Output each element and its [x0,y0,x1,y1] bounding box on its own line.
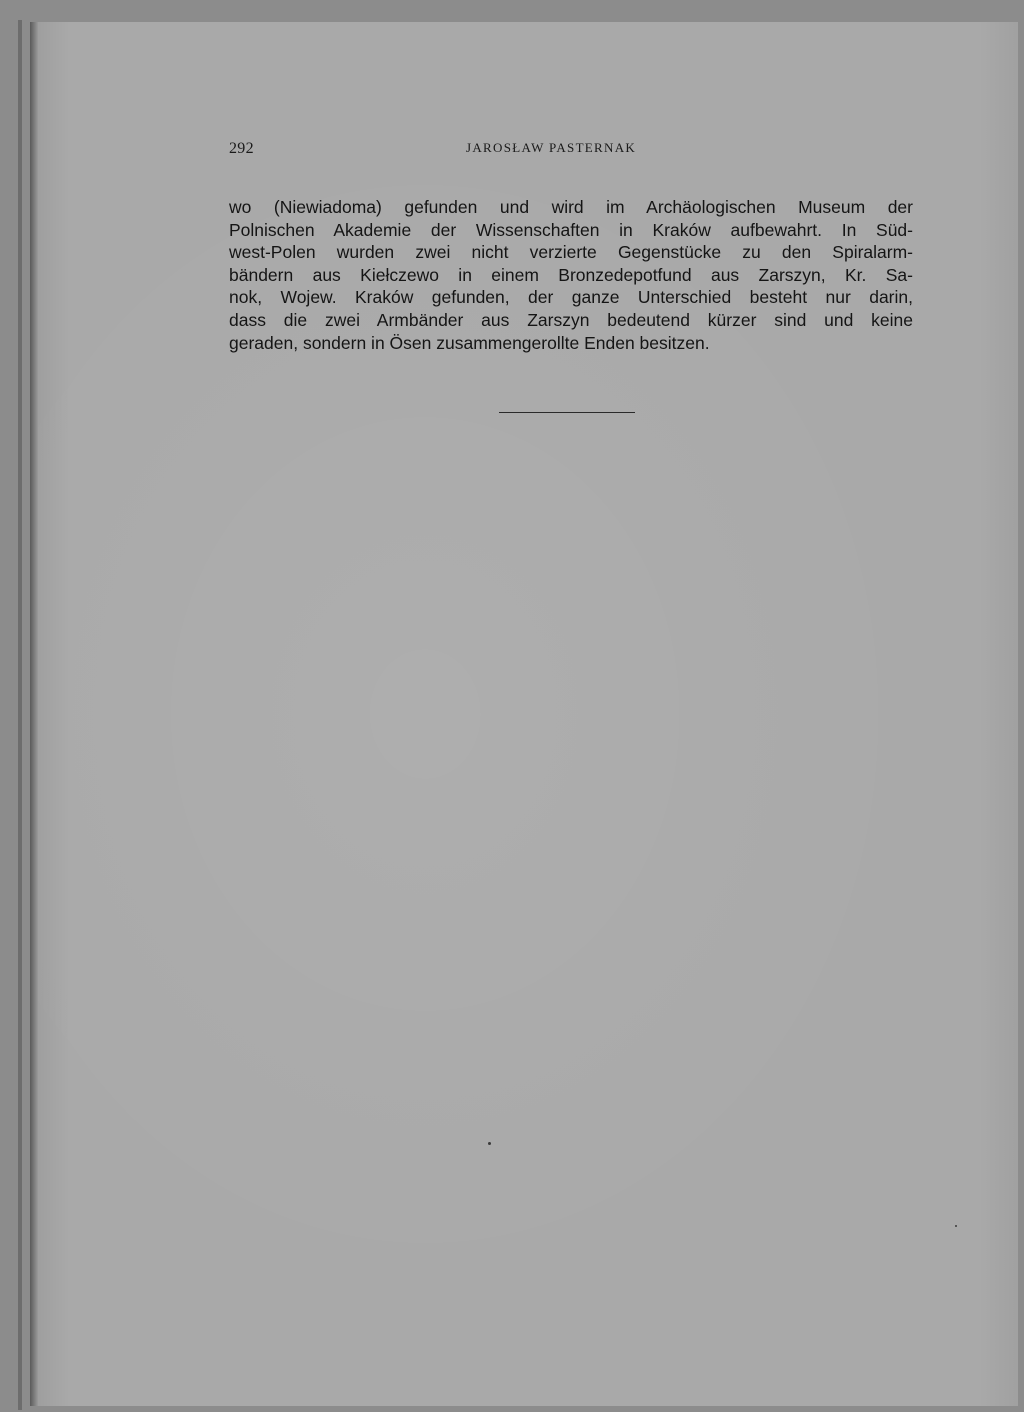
text-line: west-Polen wurden zwei nicht verzierte Gegenstücke zu den Spiralarm- [229,242,913,263]
page-number: 292 [229,140,254,157]
body-paragraph [229,196,913,354]
scan-speck [955,1225,957,1227]
book-edge [18,20,22,1410]
page-gutter-shadow [30,22,38,1406]
scan-speck [488,1142,491,1145]
text-line: geraden, sondern in Ösen zusammengerollte Enden besitzen. [229,332,710,353]
running-head: JAROSŁAW PASTERNAK [466,140,637,155]
text-line: Polnischen Akademie der Wissenschaften in Kraków aufbewahrt. In Süd- [229,219,913,240]
text-line: wo (Niewiadoma) gefunden und wird im Archäologischen Museum der [229,197,913,217]
text-line: dass die zwei Armbänder aus Zarszyn bedeutend kürzer sind und keine [229,309,913,330]
section-end-rule [499,412,635,413]
text-line: bändern aus Kiełczewo in einem Bronzedepotfund aus Zarszyn, Kr. Sa- [229,264,913,285]
text-line: nok, Wojew. Kraków gefunden, der ganze Unterschied besteht nur darin, [229,287,913,308]
